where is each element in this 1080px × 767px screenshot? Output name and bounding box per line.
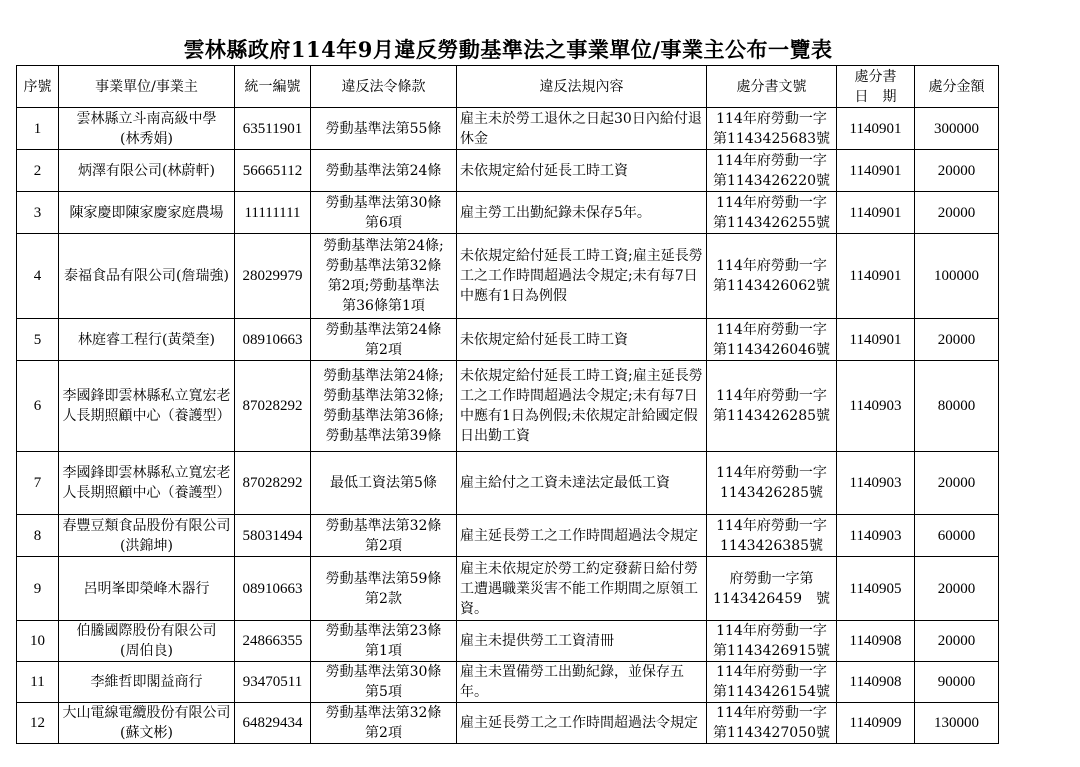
cell-law-article: 勞動基準法第55條 bbox=[311, 108, 457, 150]
cell-law-article: 勞動基準法第59條 第2款 bbox=[311, 557, 457, 621]
cell-date: 1140901 bbox=[837, 319, 915, 361]
header-tax-id: 統一編號 bbox=[235, 66, 311, 108]
cell-content: 未依規定給付延長工時工資;雇主延長勞工之工作時間超過法令規定;未有每7日中應有1日為例假;未依規定計給國定假日出勤工資 bbox=[457, 361, 707, 452]
cell-date: 1140903 bbox=[837, 452, 915, 515]
header-date: 處分書 日 期 bbox=[837, 66, 915, 108]
header-doc-no: 處分書文號 bbox=[707, 66, 837, 108]
cell-amount: 20000 bbox=[915, 192, 999, 234]
cell-date: 1140901 bbox=[837, 234, 915, 319]
header-seq: 序號 bbox=[17, 66, 59, 108]
table-row bbox=[17, 452, 999, 515]
header-law-article: 違反法令條款 bbox=[311, 66, 457, 108]
cell-law-article: 勞動基準法第24條 bbox=[311, 150, 457, 192]
cell-tax-id: 24866355 bbox=[235, 621, 311, 662]
cell-employer: 李國鋒即雲林縣私立寬宏老人長期照顧中心（養護型） bbox=[59, 361, 235, 452]
cell-amount: 80000 bbox=[915, 361, 999, 452]
cell-content: 未依規定給付延長工時工資;雇主延長勞工之工作時間超過法令規定;未有每7日中應有1日為例假 bbox=[457, 234, 707, 319]
table-row bbox=[17, 234, 999, 319]
cell-doc-no: 114年府勞動一字 第1143427050號 bbox=[707, 703, 837, 744]
cell-amount: 90000 bbox=[915, 662, 999, 703]
cell-date: 1140903 bbox=[837, 515, 915, 557]
cell-amount: 130000 bbox=[915, 703, 999, 744]
cell-date: 1140905 bbox=[837, 557, 915, 621]
cell-date: 1140908 bbox=[837, 621, 915, 662]
cell-employer: 林庭睿工程行(黃榮奎) bbox=[59, 319, 235, 361]
cell-content: 雇主未置備勞工出勤紀錄，並保存五年。 bbox=[457, 662, 707, 703]
table-row bbox=[17, 621, 999, 662]
cell-content: 雇主給付之工資未達法定最低工資 bbox=[457, 452, 707, 515]
cell-amount: 20000 bbox=[915, 319, 999, 361]
cell-law-article: 勞動基準法第30條 第5項 bbox=[311, 662, 457, 703]
cell-amount: 20000 bbox=[915, 452, 999, 515]
cell-seq: 8 bbox=[17, 515, 59, 557]
cell-employer: 陳家慶即陳家慶家庭農場 bbox=[59, 192, 235, 234]
table-row bbox=[17, 319, 999, 361]
cell-doc-no: 府勞動一字第 1143426459 號 bbox=[707, 557, 837, 621]
cell-amount: 20000 bbox=[915, 621, 999, 662]
cell-amount: 100000 bbox=[915, 234, 999, 319]
cell-doc-no: 114年府勞動一字 第1143426220號 bbox=[707, 150, 837, 192]
cell-law-article: 勞動基準法第32條 第2項 bbox=[311, 515, 457, 557]
page-title: 雲林縣政府114年9月違反勞動基準法之事業單位/事業主公布一覽表 bbox=[183, 37, 833, 62]
cell-content: 雇主未於勞工退休之日起30日內給付退休金 bbox=[457, 108, 707, 150]
cell-seq: 2 bbox=[17, 150, 59, 192]
cell-amount: 20000 bbox=[915, 557, 999, 621]
cell-tax-id: 28029979 bbox=[235, 234, 311, 319]
cell-seq: 6 bbox=[17, 361, 59, 452]
cell-date: 1140908 bbox=[837, 662, 915, 703]
cell-law-article: 最低工資法第5條 bbox=[311, 452, 457, 515]
cell-employer: 李國鋒即雲林縣私立寬宏老人長期照顧中心（養護型） bbox=[59, 452, 235, 515]
cell-amount: 60000 bbox=[915, 515, 999, 557]
cell-tax-id: 08910663 bbox=[235, 557, 311, 621]
cell-tax-id: 87028292 bbox=[235, 361, 311, 452]
cell-content: 雇主勞工出勤紀錄未保存5年。 bbox=[457, 192, 707, 234]
header-employer: 事業單位/事業主 bbox=[59, 66, 235, 108]
cell-employer: 呂明峯即榮峰木器行 bbox=[59, 557, 235, 621]
table-row bbox=[17, 662, 999, 703]
cell-doc-no: 114年府勞動一字 1143426285號 bbox=[707, 452, 837, 515]
cell-doc-no: 114年府勞動一字 第1143426154號 bbox=[707, 662, 837, 703]
cell-tax-id: 63511901 bbox=[235, 108, 311, 150]
cell-amount: 20000 bbox=[915, 150, 999, 192]
cell-seq: 5 bbox=[17, 319, 59, 361]
cell-doc-no: 114年府勞動一字 第1143426062號 bbox=[707, 234, 837, 319]
cell-seq: 10 bbox=[17, 621, 59, 662]
cell-tax-id: 93470511 bbox=[235, 662, 311, 703]
cell-seq: 12 bbox=[17, 703, 59, 744]
cell-tax-id: 56665112 bbox=[235, 150, 311, 192]
cell-seq: 4 bbox=[17, 234, 59, 319]
cell-law-article: 勞動基準法第24條; 勞動基準法第32條; 勞動基準法第36條; 勞動基準法第39條 bbox=[311, 361, 457, 452]
cell-date: 1140909 bbox=[837, 703, 915, 744]
cell-law-article: 勞動基準法第32條 第2項 bbox=[311, 703, 457, 744]
table-row bbox=[17, 361, 999, 452]
table-row bbox=[17, 515, 999, 557]
cell-content: 雇主未提供勞工工資清冊 bbox=[457, 621, 707, 662]
cell-employer: 泰福食品有限公司(詹瑞強) bbox=[59, 234, 235, 319]
cell-tax-id: 11111111 bbox=[235, 192, 311, 234]
cell-law-article: 勞動基準法第24條 第2項 bbox=[311, 319, 457, 361]
header-content: 違反法規內容 bbox=[457, 66, 707, 108]
cell-date: 1140903 bbox=[837, 361, 915, 452]
cell-employer: 李維哲即閣益商行 bbox=[59, 662, 235, 703]
cell-employer: 大山電線電纜股份有限公司(蘇文彬) bbox=[59, 703, 235, 744]
cell-seq: 3 bbox=[17, 192, 59, 234]
cell-tax-id: 87028292 bbox=[235, 452, 311, 515]
cell-content: 雇主延長勞工之工作時間超過法令規定 bbox=[457, 515, 707, 557]
cell-date: 1140901 bbox=[837, 108, 915, 150]
table-row bbox=[17, 108, 999, 150]
cell-seq: 7 bbox=[17, 452, 59, 515]
cell-doc-no: 114年府勞動一字 第1143426046號 bbox=[707, 319, 837, 361]
cell-doc-no: 114年府勞動一字 第1143426255號 bbox=[707, 192, 837, 234]
violations-table bbox=[16, 65, 999, 744]
cell-content: 未依規定給付延長工時工資 bbox=[457, 319, 707, 361]
cell-seq: 11 bbox=[17, 662, 59, 703]
cell-employer: 雲林縣立斗南高級中學 (林秀娟) bbox=[59, 108, 235, 150]
cell-employer: 炳澤有限公司(林蔚軒) bbox=[59, 150, 235, 192]
cell-date: 1140901 bbox=[837, 192, 915, 234]
cell-date: 1140901 bbox=[837, 150, 915, 192]
cell-doc-no: 114年府勞動一字 第1143426915號 bbox=[707, 621, 837, 662]
table-row bbox=[17, 192, 999, 234]
header-amount: 處分金額 bbox=[915, 66, 999, 108]
cell-employer: 春豐豆類食品股份有限公司(洪錦坤) bbox=[59, 515, 235, 557]
cell-doc-no: 114年府勞動一字 第1143425683號 bbox=[707, 108, 837, 150]
cell-law-article: 勞動基準法第30條 第6項 bbox=[311, 192, 457, 234]
cell-law-article: 勞動基準法第23條 第1項 bbox=[311, 621, 457, 662]
cell-tax-id: 58031494 bbox=[235, 515, 311, 557]
table-header-row bbox=[17, 66, 999, 108]
cell-tax-id: 64829434 bbox=[235, 703, 311, 744]
table-row bbox=[17, 557, 999, 621]
cell-content: 雇主未依規定於勞工約定發薪日給付勞工遭遇職業災害不能工作期間之原領工資。 bbox=[457, 557, 707, 621]
table-row bbox=[17, 703, 999, 744]
cell-employer: 伯騰國際股份有限公司 (周伯良) bbox=[59, 621, 235, 662]
cell-law-article: 勞動基準法第24條; 勞動基準法第32條 第2項;勞動基準法 第36條第1項 bbox=[311, 234, 457, 319]
cell-content: 雇主延長勞工之工作時間超過法令規定 bbox=[457, 703, 707, 744]
cell-doc-no: 114年府勞動一字 1143426385號 bbox=[707, 515, 837, 557]
cell-doc-no: 114年府勞動一字 第1143426285號 bbox=[707, 361, 837, 452]
cell-tax-id: 08910663 bbox=[235, 319, 311, 361]
cell-content: 未依規定給付延長工時工資 bbox=[457, 150, 707, 192]
cell-amount: 300000 bbox=[915, 108, 999, 150]
cell-seq: 9 bbox=[17, 557, 59, 621]
cell-seq: 1 bbox=[17, 108, 59, 150]
table-row bbox=[17, 150, 999, 192]
